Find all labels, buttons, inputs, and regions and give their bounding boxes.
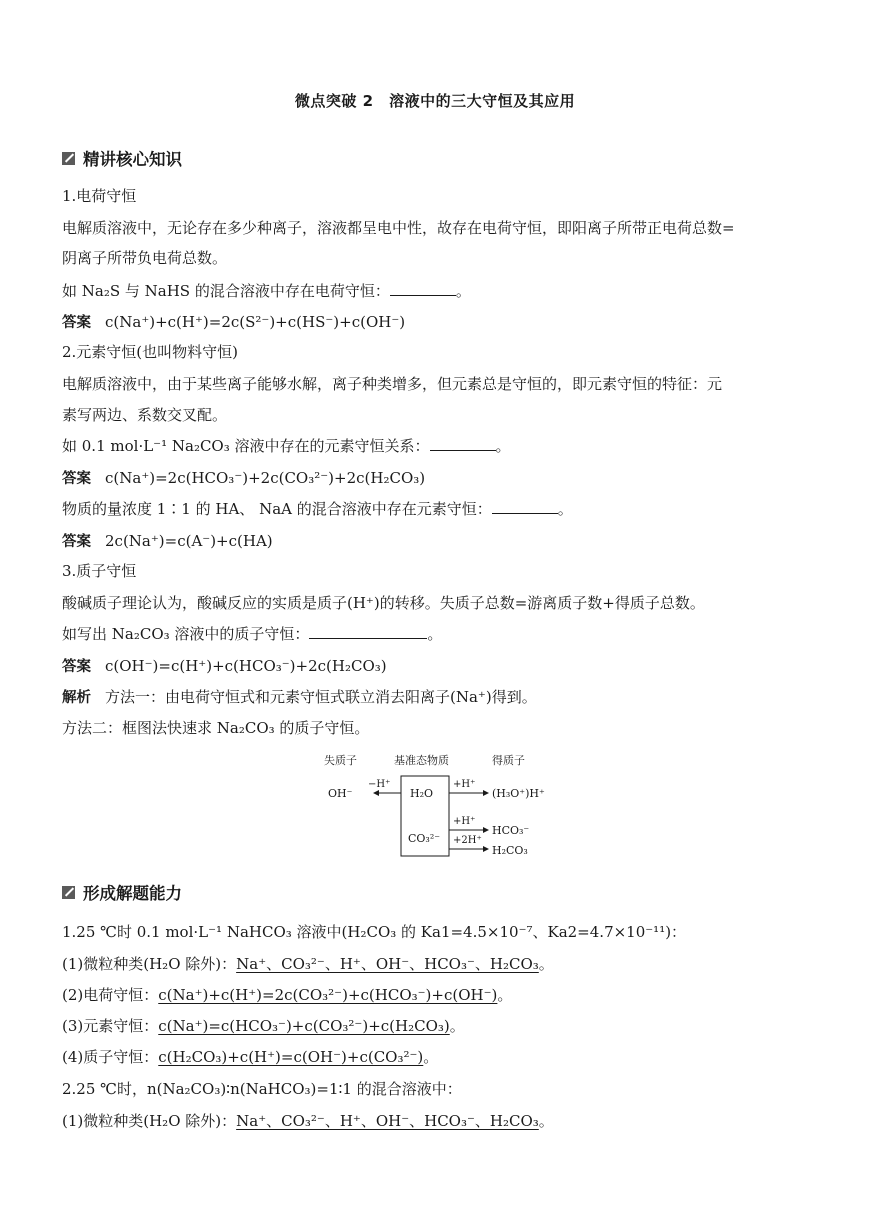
analysis-method-2: 方法二：框图法快速求 Na₂CO₃ 的质子守恒。 <box>62 719 370 737</box>
punctuation: 。 <box>449 1017 465 1035</box>
punctuation: 。 <box>557 500 573 518</box>
item-label: (1)微粒种类(H₂O 除外)： <box>62 1112 237 1130</box>
diagram-h2co3: H₂CO₃ <box>492 844 528 857</box>
punctuation: 。 <box>538 1112 554 1130</box>
section-heading-core-knowledge <box>62 146 182 170</box>
element-answer-2 <box>62 531 822 552</box>
answer-text: c(OH⁻)=c(H⁺)+c(HCO₃⁻)+2c(H₂CO₃) <box>105 657 387 675</box>
exercise-2-item-1 <box>62 1111 822 1131</box>
charge-question <box>62 281 822 301</box>
answer-blank <box>390 281 456 296</box>
charge-heading: 1.电荷守恒 <box>62 187 137 205</box>
item-label: (1)微粒种类(H₂O 除外)： <box>62 955 237 973</box>
pencil-square-icon <box>62 886 75 899</box>
exercise-1-item-4 <box>62 1047 822 1067</box>
diagram-minus-h: −H⁺ <box>368 779 391 790</box>
answer-label: 答案 <box>62 534 91 550</box>
exercise-1-item-2 <box>62 985 822 1005</box>
charge-paragraph-1: 电解质溶液中，无论存在多少种离子，溶液都呈电中性，故存在电荷守恒，即阳离子所带正电荷总数= <box>62 219 735 237</box>
element-heading: 2.元素守恒(也叫物料守恒) <box>62 343 239 361</box>
element-question-2 <box>62 499 822 519</box>
diagram-plus-h-1: +H⁺ <box>453 779 476 790</box>
page-title: 微点突破 2 溶液中的三大守恒及其应用 <box>294 92 576 110</box>
diagram-co3: CO₃²⁻ <box>408 832 441 845</box>
proton-balance-diagram <box>322 752 552 864</box>
element-question-2-text: 物质的量浓度 1∶1 的 HA、 NaA 的混合溶液中存在元素守恒： <box>62 500 492 518</box>
answer-blank <box>309 624 427 639</box>
answer-label: 答案 <box>62 315 91 331</box>
proton-question-text: 如写出 Na₂CO₃ 溶液中的质子守恒： <box>62 625 310 643</box>
section-heading-label: 精讲核心知识 <box>83 150 182 169</box>
element-answer-1 <box>62 468 822 489</box>
element-question-1 <box>62 436 822 456</box>
charge-paragraph-2: 阴离子所带负电荷总数。 <box>62 249 228 267</box>
proton-answer <box>62 656 822 677</box>
diagram-h2o: H₂O <box>410 787 434 800</box>
element-question-1-text: 如 0.1 mol·L⁻¹ Na₂CO₃ 溶液中存在的元素守恒关系： <box>62 437 430 455</box>
answer-text: c(Na⁺)+c(H⁺)=2c(S²⁻)+c(HS⁻)+c(OH⁻) <box>105 313 406 331</box>
item-answer: c(Na⁺)+c(H⁺)=2c(CO₃²⁻)+c(HCO₃⁻)+c(OH⁻) <box>158 986 498 1004</box>
pencil-square-icon <box>62 152 75 165</box>
item-label: (2)电荷守恒： <box>62 986 159 1004</box>
item-answer: Na⁺、CO₃²⁻、H⁺、OH⁻、HCO₃⁻、H₂CO₃ <box>236 1112 539 1130</box>
answer-blank <box>430 436 496 451</box>
exercise-2-stem: 2.25 ℃时，n(Na₂CO₃)∶n(NaHCO₃)=1∶1 的混合溶液中： <box>62 1080 462 1098</box>
section-heading-problem-solving <box>62 880 182 904</box>
diagram-plus-2h: +2H⁺ <box>453 835 482 846</box>
punctuation: 。 <box>495 437 511 455</box>
element-paragraph-2: 素写两边、系数交叉配。 <box>62 406 228 424</box>
diagram-col-reference: 基准态物质 <box>394 754 449 767</box>
item-label: (4)质子守恒： <box>62 1048 159 1066</box>
punctuation: 。 <box>423 1048 439 1066</box>
item-label: (3)元素守恒： <box>62 1017 159 1035</box>
exercise-1-item-3 <box>62 1016 822 1036</box>
charge-question-text: 如 Na₂S 与 NaHS 的混合溶液中存在电荷守恒： <box>62 282 390 300</box>
item-answer: c(Na⁺)=c(HCO₃⁻)+c(CO₃²⁻)+c(H₂CO₃) <box>158 1017 450 1035</box>
proton-question <box>62 624 822 644</box>
answer-blank <box>492 499 558 514</box>
punctuation: 。 <box>497 986 513 1004</box>
punctuation: 。 <box>427 625 443 643</box>
element-paragraph-1: 电解质溶液中，由于某些离子能够水解，离子种类增多，但元素总是守恒的，即元素守恒的特征：元 <box>62 375 723 393</box>
answer-label: 答案 <box>62 659 91 675</box>
answer-text: c(Na⁺)=2c(HCO₃⁻)+2c(CO₃²⁻)+2c(H₂CO₃) <box>105 469 426 487</box>
diagram-col-gain-protons: 得质子 <box>492 754 525 767</box>
analysis-method-1: 方法一：由电荷守恒式和元素守恒式联立消去阳离子(Na⁺)得到。 <box>105 688 537 706</box>
diagram-plus-h-2: +H⁺ <box>453 816 476 827</box>
punctuation: 。 <box>455 282 471 300</box>
punctuation: 。 <box>538 955 554 973</box>
diagram-h3o: (H₃O⁺)H⁺ <box>492 787 545 800</box>
item-answer: c(H₂CO₃)+c(H⁺)=c(OH⁻)+c(CO₃²⁻) <box>158 1048 424 1066</box>
item-answer: Na⁺、CO₃²⁻、H⁺、OH⁻、HCO₃⁻、H₂CO₃ <box>236 955 539 973</box>
proton-analysis <box>62 687 822 708</box>
charge-answer <box>62 312 822 333</box>
exercise-1-item-1 <box>62 954 822 974</box>
exercise-1-stem: 1.25 ℃时 0.1 mol·L⁻¹ NaHCO₃ 溶液中(H₂CO₃ 的 Ka1=4.5×10⁻⁷、Ka2=4.7×10⁻¹¹)： <box>62 923 687 941</box>
diagram-hco3: HCO₃⁻ <box>492 824 530 837</box>
analysis-label: 解析 <box>62 690 91 706</box>
diagram-oh: OH⁻ <box>328 787 353 800</box>
proton-paragraph-1: 酸碱质子理论认为，酸碱反应的实质是质子(H⁺)的转移。失质子总数=游离质子数+得质子总数。 <box>62 594 705 612</box>
proton-heading: 3.质子守恒 <box>62 562 137 580</box>
section-heading-label: 形成解题能力 <box>83 884 182 903</box>
diagram-col-lose-protons: 失质子 <box>324 754 357 767</box>
answer-label: 答案 <box>62 471 91 487</box>
answer-text: 2c(Na⁺)=c(A⁻)+c(HA) <box>105 532 273 550</box>
